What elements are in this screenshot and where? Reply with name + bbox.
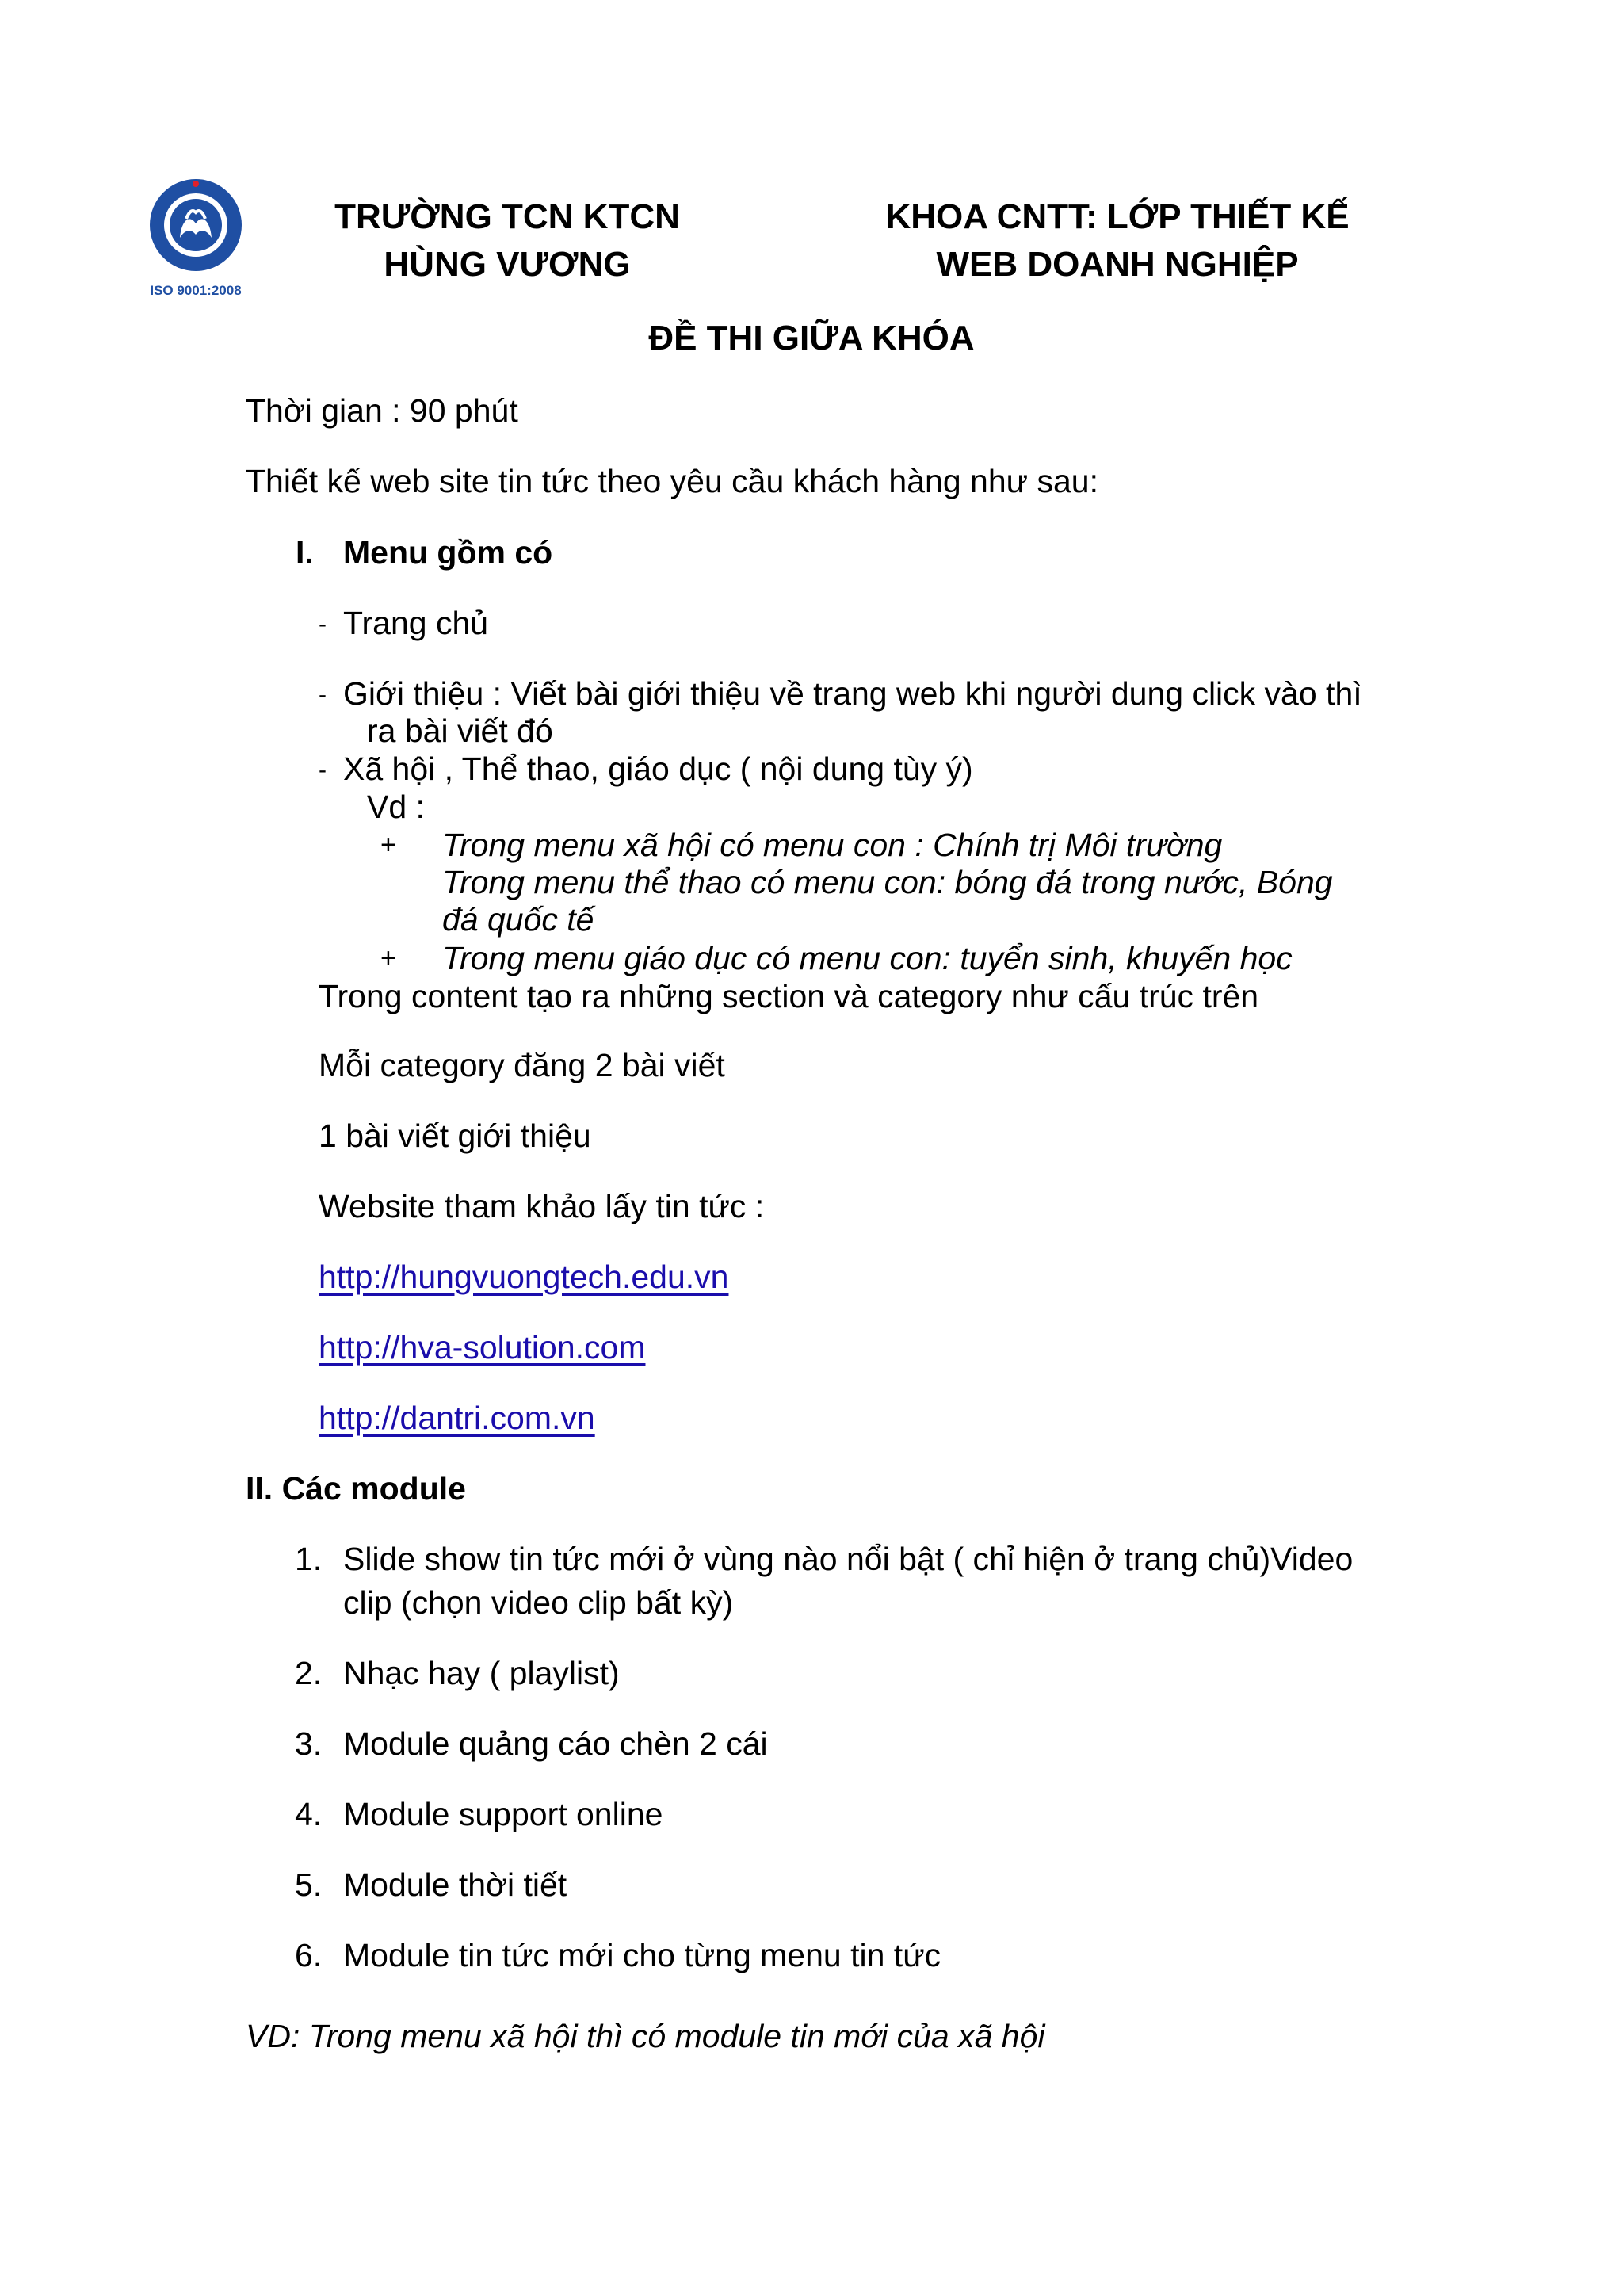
logo-dot	[193, 181, 199, 187]
module-number: 3.	[295, 1725, 323, 1762]
submenu-sports: Trong menu thể thao có menu con: bóng đá trong nước, Bóng	[442, 864, 1333, 900]
module-number: 6.	[295, 1937, 323, 1973]
module-item: Module tin tức mới cho từng menu tin tức	[343, 1937, 941, 1973]
school-name-line1: TRƯỜNG TCN KTCN	[334, 197, 680, 236]
school-name	[301, 193, 713, 288]
submenu-sports-cont: đá quốc tế	[442, 901, 594, 938]
time-limit: Thời gian : 90 phút	[246, 392, 518, 429]
intro-text: Thiết kế web site tin tức theo yêu cầu khách hàng như sau:	[246, 463, 1098, 499]
module-number: 5.	[295, 1866, 323, 1903]
reference-link[interactable]: http://dantri.com.vn	[319, 1400, 595, 1436]
school-logo	[148, 173, 251, 301]
menu-item-about-cont: ra bài viết đó	[367, 712, 553, 749]
content-note: Trong content tạo ra những section và category như cấu trúc trên	[319, 978, 1259, 1014]
submenu-education: Trong menu giáo dục có menu con: tuyển sinh, khuyến học	[442, 940, 1293, 976]
iso-text: ISO 9001:2008	[150, 283, 242, 298]
module-item: Module thời tiết	[343, 1866, 567, 1903]
section1-number: I.	[296, 534, 314, 571]
intro-post-note: 1 bài viết giới thiệu	[319, 1117, 591, 1154]
section2-title: II. Các module	[246, 1470, 466, 1507]
module-example: VD: Trong menu xã hội thì có module tin mới của xã hội	[246, 2018, 1045, 2054]
module-number: 2.	[295, 1655, 323, 1691]
example-label: Vd :	[367, 789, 425, 825]
reference-link[interactable]: http://hva-solution.com	[319, 1329, 646, 1366]
module-item: Module quảng cáo chèn 2 cái	[343, 1725, 768, 1762]
menu-item-about: Giới thiệu : Viết bài giới thiệu về trang web khi người dung click vào thì	[343, 675, 1362, 712]
bullet-plus: +	[380, 943, 396, 973]
category-note: Mỗi category đăng 2 bài viết	[319, 1047, 725, 1083]
menu-item-categories: Xã hội , Thể thao, giáo dục ( nội dung tùy ý)	[343, 751, 973, 787]
bullet-dash: -	[319, 611, 327, 637]
section1-title: Menu gồm có	[343, 534, 553, 571]
bullet-dash: -	[319, 682, 327, 708]
menu-item-home: Trang chủ	[343, 605, 489, 641]
reference-link[interactable]: http://hungvuongtech.edu.vn	[319, 1259, 729, 1295]
department-name	[856, 193, 1379, 288]
module-number: 1.	[295, 1541, 323, 1577]
department-line1: KHOA CNTT: LỚP THIẾT KẾ	[885, 197, 1350, 236]
bullet-plus: +	[380, 830, 396, 860]
department-line2: WEB DOANH NGHIỆP	[936, 245, 1299, 284]
exam-title: ĐỀ THI GIỮA KHÓA	[648, 319, 975, 357]
submenu-society: Trong menu xã hội có menu con : Chính trị Môi trường	[442, 827, 1223, 863]
school-name-line2: HÙNG VƯƠNG	[384, 245, 631, 284]
bullet-dash: -	[319, 757, 327, 783]
module-item: Module support online	[343, 1796, 663, 1832]
module-item-cont: clip (chọn video clip bất kỳ)	[343, 1584, 734, 1621]
module-number: 4.	[295, 1796, 323, 1832]
module-item: Nhạc hay ( playlist)	[343, 1655, 620, 1691]
module-item: Slide show tin tức mới ở vùng nào nổi bật ( chỉ hiện ở trang chủ)Video	[343, 1541, 1354, 1577]
reference-label: Website tham khảo lấy tin tức :	[319, 1188, 765, 1224]
